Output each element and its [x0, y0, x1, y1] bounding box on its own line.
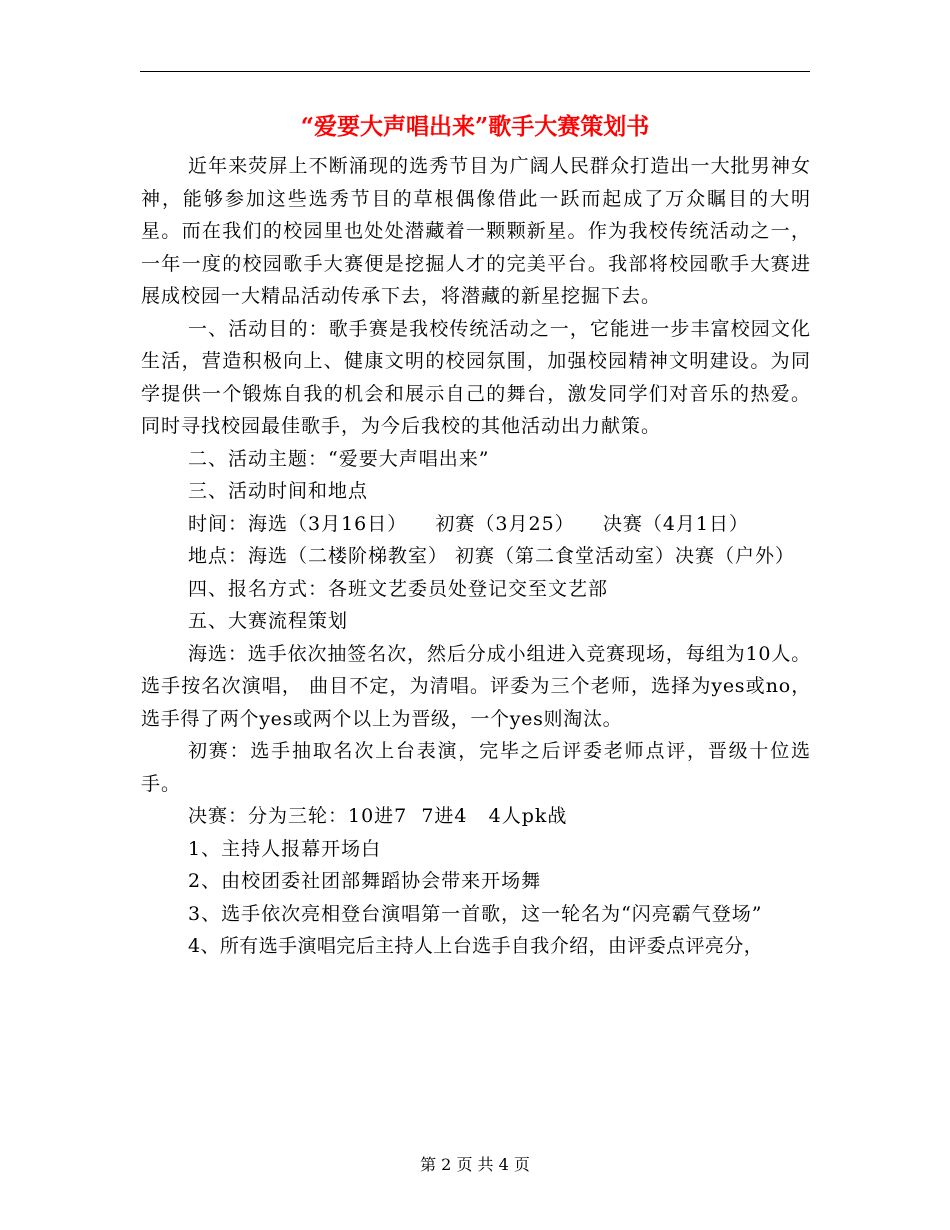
place-paragraph: 地点：海选（二楼阶梯教室） 初赛（第二食堂活动室）决赛（户外） — [188, 545, 796, 567]
final-paragraph: 决赛：分为三轮：10进7 7进4 4人pk战 — [188, 805, 568, 827]
time-place-heading: 三、活动时间和地点 — [188, 480, 369, 502]
audition-paragraph: 海选：选手依次抽签名次，然后分成小组进入竞赛现场，每组为10人。选手按名次演唱， 曲目不定，为清唱。评委为三个老师，选择为yes或no，选手得了两个yes或两个以上为晋级，一个yes则淘汰。 — [141, 642, 811, 730]
time-paragraph: 时间：海选（3月16日） 初赛（3月25） 决赛（4月1日） — [188, 512, 750, 535]
process-heading: 五、大赛流程策划 — [188, 610, 349, 632]
registration-paragraph: 四、报名方式：各班文艺委员处登记交至文艺部 — [188, 577, 609, 600]
document-title: “爱要大声唱出来”歌手大赛策划书 — [300, 113, 650, 140]
step-3: 3、选手依次亮相登台演唱第一首歌，这一轮名为“闪亮霸气登场” — [188, 902, 763, 925]
step-4: 4、所有选手演唱完后主持人上台选手自我介绍，由评委点评亮分， — [188, 935, 764, 957]
document-body — [141, 150, 811, 963]
intro-paragraph: 近年来荧屏上不断涌现的选秀节目为广阔人民群众打造出一大批男神女神，能够参加这些选秀节目的草根偶像借此一跃而起成了万众瞩目的大明星。而在我们的校园里也处处潜藏着一颗颗新星。作为我校传统活动之一，一年一度的校园歌手大赛便是挖掘人才的完美平台。我部将校园歌手大赛进展成校园一大精品活动传承下去，将潜藏的新星挖掘下去。 — [141, 155, 811, 307]
purpose-paragraph: 一、活动目的：歌手赛是我校传统活动之一，它能进一步丰富校园文化生活，营造积极向上、健康文明的校园氛围，加强校园精神文明建设。为同学提供一个锻炼自我的机会和展示自己的舞台，激发同学们对音乐的热爱。同时寻找校园最佳歌手，为今后我校的其他活动出力献策。 — [141, 317, 811, 437]
theme-paragraph: 二、活动主题：“爱要大声唱出来” — [188, 447, 490, 470]
header-rule — [140, 71, 810, 72]
step-1: 1、主持人报幕开场白 — [188, 837, 382, 860]
step-2: 2、由校团委社团部舞蹈协会带来开场舞 — [188, 870, 542, 892]
page-footer: 第 2 页 共 4 页 — [420, 1155, 530, 1174]
preliminary-paragraph: 初赛：选手抽取名次上台表演，完毕之后评委老师点评，晋级十位选手。 — [141, 740, 811, 795]
